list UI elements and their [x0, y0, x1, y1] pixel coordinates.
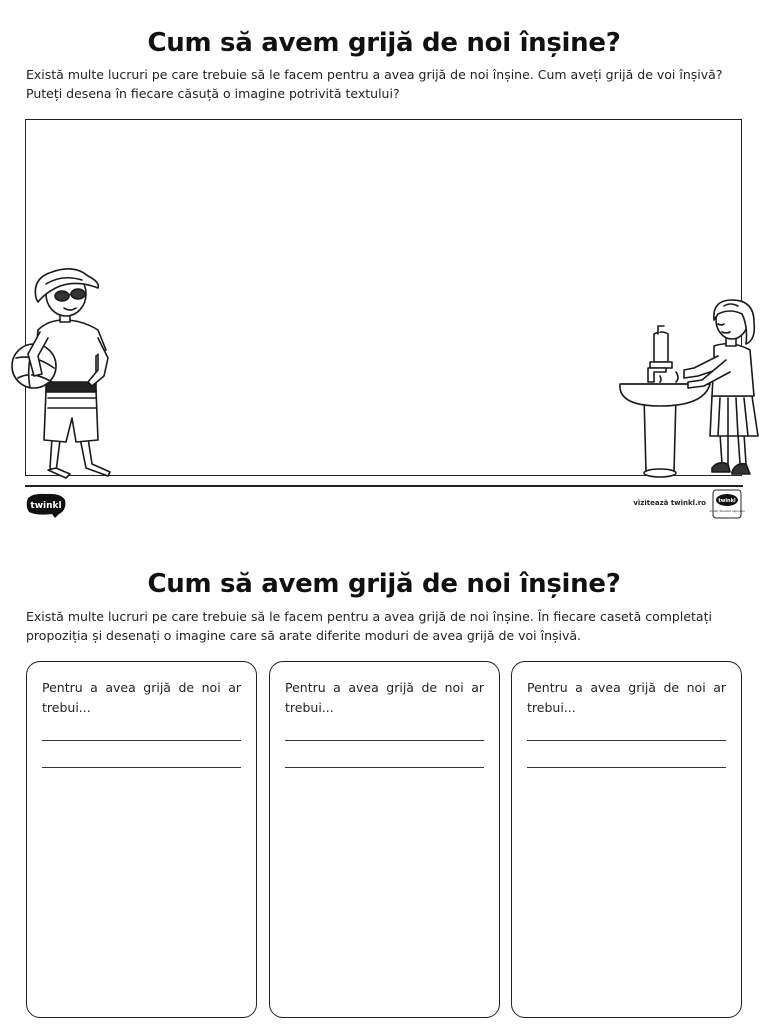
- writing-line[interactable]: [285, 740, 484, 741]
- page-title: Cum să avem grijă de noi înșine?: [147, 28, 621, 58]
- card-prompt: Pentru a avea grijă de noi ar trebui...: [285, 680, 484, 715]
- twinkl-logo-text: twinkl: [30, 501, 62, 511]
- answer-card-2[interactable]: [269, 661, 500, 1018]
- writing-line[interactable]: [527, 740, 726, 741]
- intro-text: Există multe lucruri pe care trebuie să le facem pentru a avea grijă de noi înșine. Cum aveți grijă de voi înșivă? Puteți desena în fiecare căsuță o imagine potrivită textului?: [26, 67, 723, 101]
- twinkl-logo: [25, 492, 67, 518]
- card-prompt: Pentru a avea grijă de noi ar trebui...: [527, 680, 726, 715]
- girl-washing-hands-illustration: [614, 296, 762, 484]
- writing-line[interactable]: [527, 767, 726, 768]
- visit-website-text: vizitează twinkl.ro: [633, 499, 706, 507]
- boy-with-ball-illustration: [8, 258, 118, 484]
- ground-line: [25, 485, 743, 487]
- intro-text-2: Există multe lucruri pe care trebuie să le facem pentru a avea grijă de noi înșine. În fiecare casetă completați propoziția și desenați o imagine care să arate diferite moduri de avea grijă de voi înșivă.: [26, 609, 712, 643]
- card-prompt: Pentru a avea grijă de noi ar trebui...: [42, 680, 241, 715]
- page-title-2: Cum să avem grijă de noi înșine?: [147, 569, 621, 599]
- quality-badge: [709, 489, 745, 519]
- answer-card-1[interactable]: [26, 661, 257, 1018]
- writing-line[interactable]: [42, 740, 241, 741]
- quality-badge-caption: Quality Standard Approved: [709, 510, 745, 513]
- answer-card-3[interactable]: [511, 661, 742, 1018]
- writing-line[interactable]: [285, 767, 484, 768]
- quality-badge-logo-text: twinkl: [718, 498, 736, 504]
- writing-line[interactable]: [42, 767, 241, 768]
